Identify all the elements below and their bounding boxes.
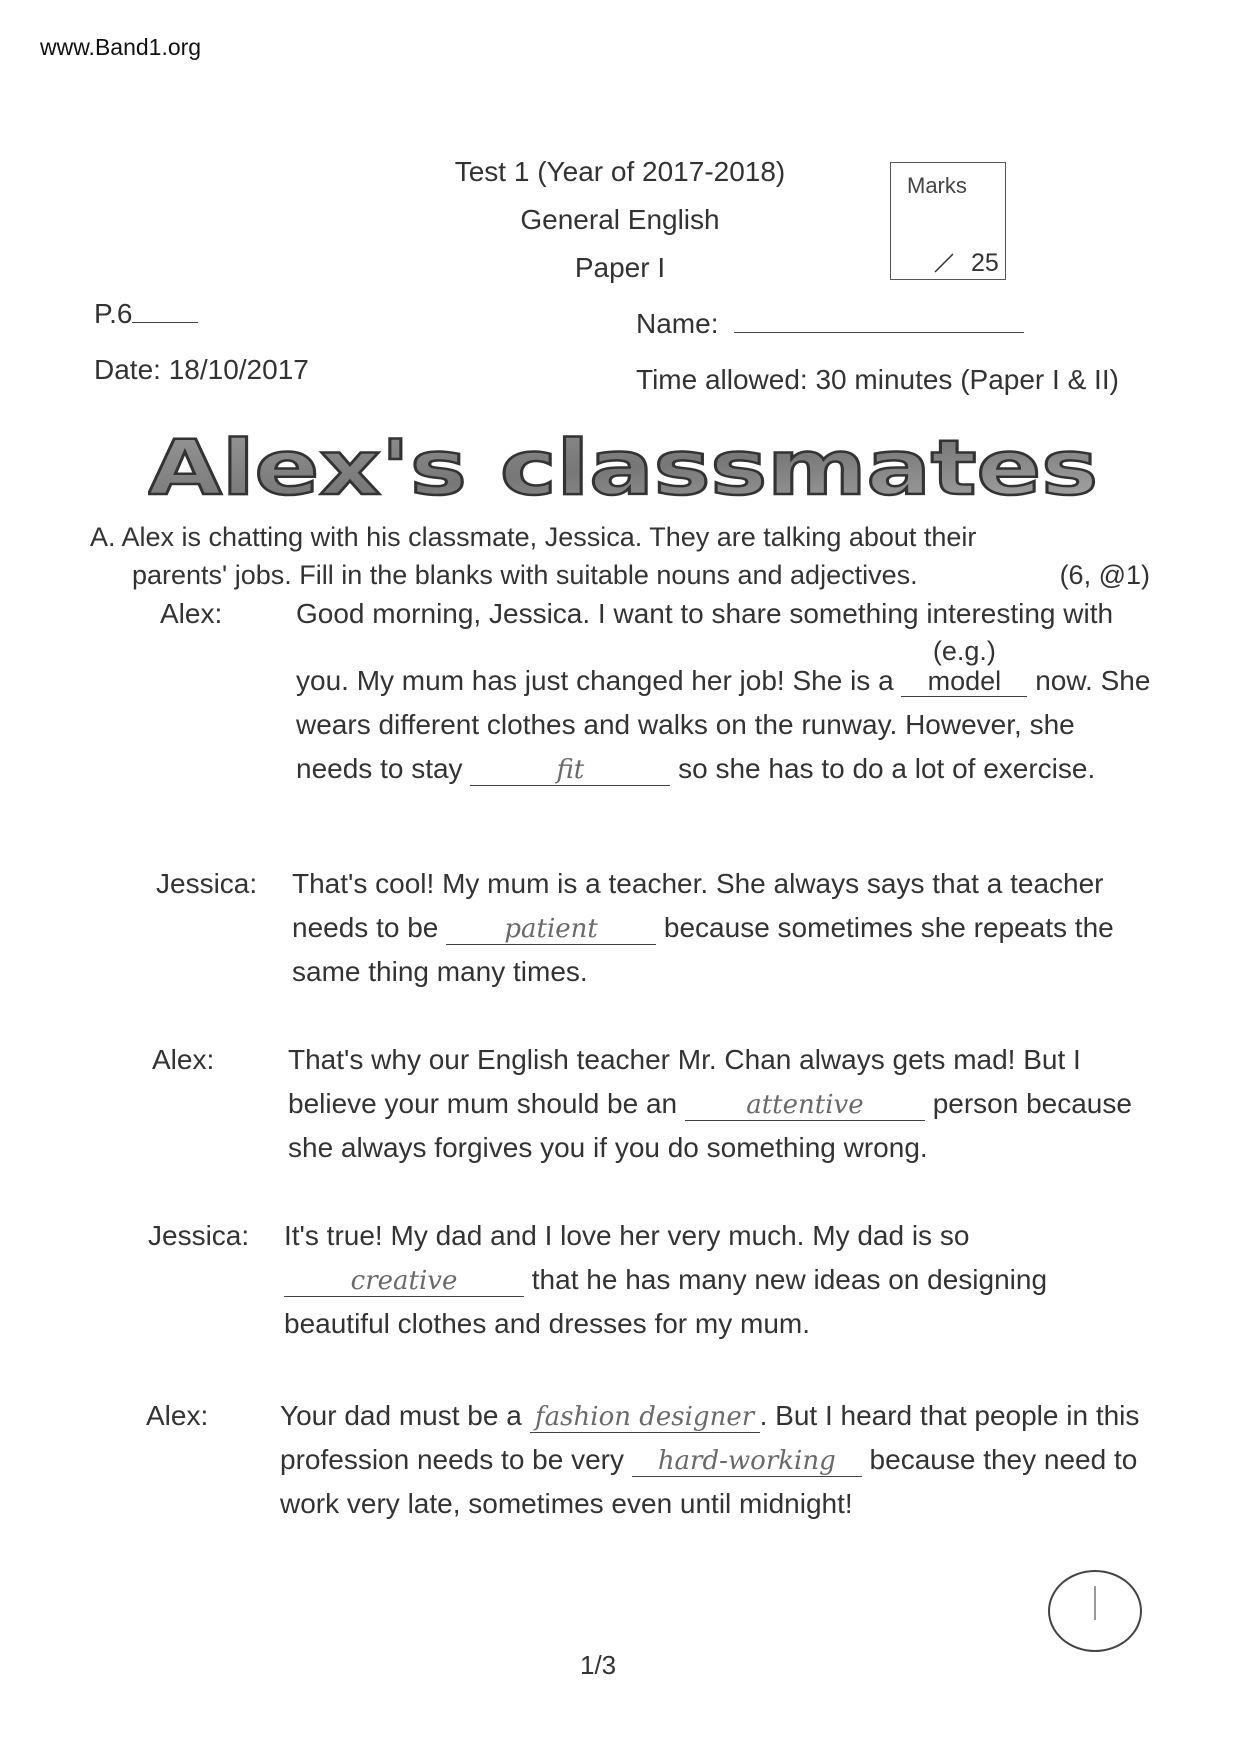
dialogue-text: person because she always forgives you if you do something wrong. xyxy=(288,1088,1132,1163)
page-number: 1/3 xyxy=(580,1650,617,1680)
speaker-alex: Alex: xyxy=(146,1400,209,1431)
speaker-jessica: Jessica: xyxy=(156,868,258,899)
score-mark xyxy=(1094,1586,1096,1620)
speaker-jessica: Jessica: xyxy=(148,1220,250,1251)
answer-blank-example[interactable]: (e.g.) model xyxy=(901,636,1027,697)
dialogue-text: That's why our English teacher Mr. Chan always gets mad! But I believe your mum should be an xyxy=(288,1044,1081,1119)
slash-mark xyxy=(933,253,955,273)
worksheet-title xyxy=(148,428,1108,508)
time-allowed: Time allowed: 30 minutes (Paper I & II) xyxy=(636,364,1119,395)
test-title: Test 1 (Year of 2017-2018) xyxy=(454,156,786,187)
paper-title: Paper I xyxy=(574,252,666,283)
section-a-line1: A. Alex is chatting with his classmate, Jessica. They are talking about their xyxy=(90,522,977,552)
answer-blank[interactable]: fit xyxy=(470,755,670,786)
subject-title: General English xyxy=(520,204,720,235)
dialogue-text: now. She wears different clothes and walks on the runway. However, she needs to stay xyxy=(296,665,1151,784)
name-field xyxy=(636,308,1024,340)
name-label: Name: xyxy=(636,308,719,339)
section-a-line2: parents' jobs. Fill in the blanks with suitable nouns and adjectives. xyxy=(132,560,918,590)
speaker-alex: Alex: xyxy=(152,1044,215,1075)
date: Date: 18/10/2017 xyxy=(94,354,309,385)
class-blank[interactable] xyxy=(132,322,198,323)
dialogue-turn xyxy=(296,592,1156,791)
dialogue-text: because they need to work very late, sometimes even until midnight! xyxy=(280,1444,1138,1519)
dialogue-text: Good morning, Jessica. I want to share something interesting with you. My mum has just changed her job! She is a xyxy=(296,598,1114,696)
marks-label: Marks xyxy=(907,173,967,198)
dialogue-text: so she has to do a lot of exercise. xyxy=(678,753,1096,784)
dialogue-turn xyxy=(292,862,1152,994)
dialogue-turn xyxy=(288,1038,1148,1170)
site-url: www.Band1.org xyxy=(40,34,202,60)
section-a-marks: (6, @1) xyxy=(1059,560,1150,590)
marks-total: 25 xyxy=(971,249,999,277)
worksheet-title-text: Alex's classmates xyxy=(148,428,1098,508)
answer-blank[interactable]: fashion designer xyxy=(530,1402,760,1433)
answer-blank[interactable]: attentive xyxy=(685,1090,925,1121)
dialogue-text: because sometimes she repeats the same thing many times. xyxy=(292,912,1114,987)
dialogue-text: that he has many new ideas on designing beautiful clothes and dresses for my mum. xyxy=(284,1264,1048,1339)
dialogue-text: Your dad must be a xyxy=(280,1400,522,1431)
dialogue-turn xyxy=(284,1214,1144,1346)
marks-box xyxy=(890,162,1006,280)
name-blank[interactable] xyxy=(734,332,1024,333)
answer-blank[interactable]: hard-working xyxy=(632,1446,862,1477)
dialogue-text: That's cool! My mum is a teacher. She always says that a teacher needs to be xyxy=(292,868,1104,943)
answer-blank[interactable]: creative xyxy=(284,1266,524,1297)
section-a-instructions xyxy=(90,518,1170,594)
class-label: P.6 xyxy=(94,298,133,329)
dialogue-turn xyxy=(280,1394,1140,1526)
dialogue-text: . But I heard that people in this profession needs to be very xyxy=(280,1400,1140,1475)
speaker-alex: Alex: xyxy=(160,598,223,629)
dialogue-text: It's true! My dad and I love her very much. My dad is so xyxy=(284,1220,970,1251)
answer-blank[interactable]: patient xyxy=(446,914,656,945)
class-field xyxy=(94,298,198,330)
